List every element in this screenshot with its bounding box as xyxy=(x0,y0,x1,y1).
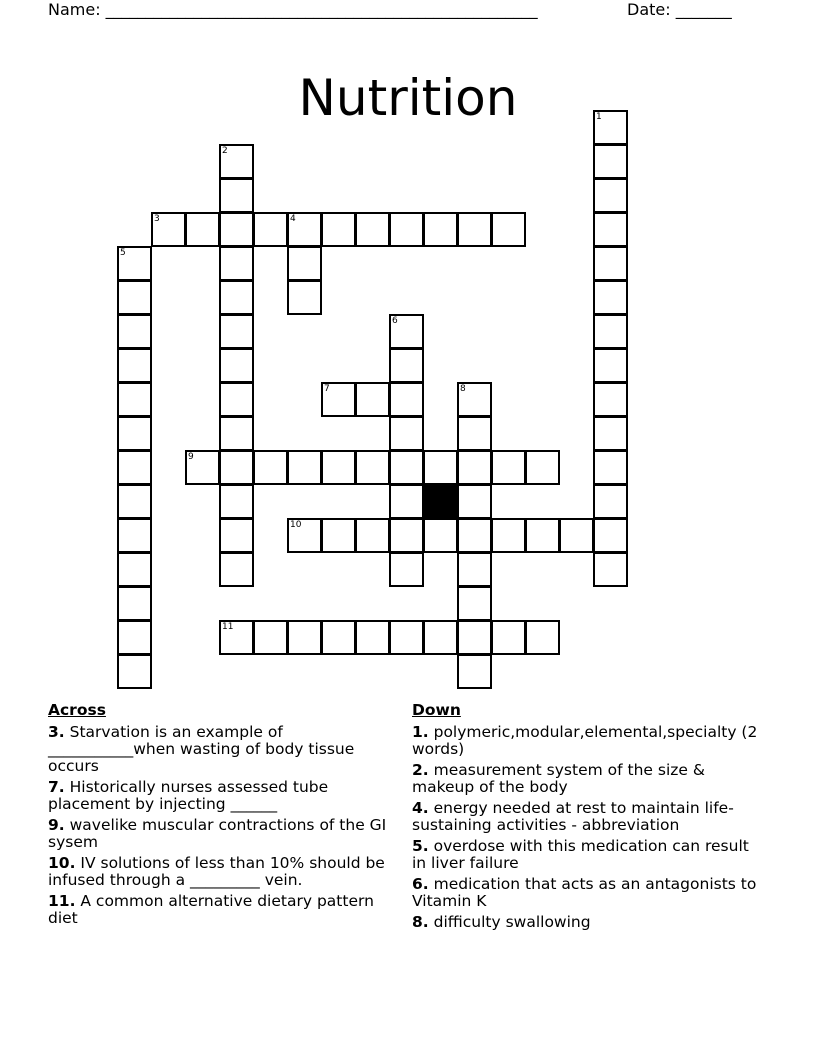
clue-item xyxy=(48,724,392,775)
grid-cell[interactable] xyxy=(525,518,560,553)
grid-cell[interactable] xyxy=(117,484,152,519)
grid-cell[interactable] xyxy=(287,212,322,247)
down-clues xyxy=(412,702,762,935)
clue-text: energy needed at rest to maintain life-sustaining activities - abbreviation xyxy=(412,799,734,834)
clue-number: 5. xyxy=(412,837,429,855)
clue-item xyxy=(48,817,392,851)
clue-text: IV solutions of less than 10% should be infused through a _________ vein. xyxy=(48,854,385,889)
grid-cell[interactable] xyxy=(355,382,390,417)
grid-cell[interactable] xyxy=(219,518,254,553)
grid-cell[interactable] xyxy=(389,314,424,349)
grid-cell[interactable] xyxy=(491,518,526,553)
grid-cell[interactable] xyxy=(117,450,152,485)
grid-cell[interactable] xyxy=(219,382,254,417)
grid-cell[interactable] xyxy=(457,484,492,519)
grid-cell[interactable] xyxy=(151,212,186,247)
grid-cell[interactable] xyxy=(389,450,424,485)
clue-item xyxy=(412,724,762,758)
grid-cell[interactable] xyxy=(117,518,152,553)
grid-cell[interactable] xyxy=(593,382,628,417)
grid-cell[interactable] xyxy=(287,450,322,485)
grid-cell[interactable] xyxy=(593,416,628,451)
grid-cell[interactable] xyxy=(593,178,628,213)
grid-cell[interactable] xyxy=(117,552,152,587)
grid-cell[interactable] xyxy=(593,280,628,315)
grid-cell[interactable] xyxy=(355,620,390,655)
across-clues xyxy=(48,702,392,931)
clue-number: 10. xyxy=(48,854,76,872)
page-title: Nutrition xyxy=(298,68,518,127)
clue-item xyxy=(48,893,392,927)
grid-cell[interactable] xyxy=(321,212,356,247)
grid-cell[interactable] xyxy=(287,518,322,553)
grid-cell[interactable] xyxy=(219,416,254,451)
grid-cell[interactable] xyxy=(355,518,390,553)
clue-text: wavelike muscular contractions of the GI sysem xyxy=(48,816,387,851)
grid-cell[interactable] xyxy=(389,484,424,519)
across-list xyxy=(48,724,392,927)
grid-cell[interactable] xyxy=(389,518,424,553)
grid-cell[interactable] xyxy=(457,416,492,451)
grid-cell[interactable] xyxy=(491,212,526,247)
grid-cell[interactable] xyxy=(423,620,458,655)
grid-cell[interactable] xyxy=(491,450,526,485)
clue-item xyxy=(412,762,762,796)
grid-cell[interactable] xyxy=(457,620,492,655)
grid-cell[interactable] xyxy=(287,280,322,315)
grid-cell[interactable] xyxy=(457,586,492,621)
grid-cell[interactable] xyxy=(253,450,288,485)
grid-cell[interactable] xyxy=(117,246,152,281)
grid-cell[interactable] xyxy=(117,620,152,655)
grid-cell[interactable] xyxy=(593,518,628,553)
grid-cell[interactable] xyxy=(593,212,628,247)
grid-cell[interactable] xyxy=(593,484,628,519)
grid-cell[interactable] xyxy=(117,314,152,349)
grid-blocked-cell xyxy=(423,484,458,519)
grid-cell[interactable] xyxy=(219,348,254,383)
grid-cell[interactable] xyxy=(593,450,628,485)
clue-number-label: 11 xyxy=(222,622,234,632)
grid-cell[interactable] xyxy=(593,552,628,587)
grid-cell[interactable] xyxy=(457,212,492,247)
clue-number: 7. xyxy=(48,778,65,796)
grid-cell[interactable] xyxy=(559,518,594,553)
grid-cell[interactable] xyxy=(219,178,254,213)
clue-number: 2. xyxy=(412,761,429,779)
grid-cell[interactable] xyxy=(117,348,152,383)
clue-text: difficulty swallowing xyxy=(428,913,591,931)
clue-text: Historically nurses assessed tube placement by injecting ______ xyxy=(48,778,329,813)
clue-number: 6. xyxy=(412,875,429,893)
clue-item xyxy=(412,876,762,910)
grid-cell[interactable] xyxy=(423,212,458,247)
clue-number-label: 6 xyxy=(392,316,398,326)
clue-number-label: 4 xyxy=(290,214,296,224)
down-heading: Down xyxy=(412,701,461,719)
name-field-label: Name: ______________________________________________________ xyxy=(48,0,538,19)
grid-cell[interactable] xyxy=(321,620,356,655)
grid-cell[interactable] xyxy=(117,586,152,621)
grid-cell[interactable] xyxy=(457,552,492,587)
grid-cell[interactable] xyxy=(185,450,220,485)
date-field-label: Date: _______ xyxy=(627,0,732,19)
grid-cell[interactable] xyxy=(219,620,254,655)
clue-number-label: 3 xyxy=(154,214,160,224)
grid-cell[interactable] xyxy=(525,620,560,655)
clue-number: 1. xyxy=(412,723,429,741)
clue-text: Starvation is an example of ___________when wasting of body tissue occurs xyxy=(48,723,355,775)
grid-cell[interactable] xyxy=(593,110,628,145)
clue-item xyxy=(412,800,762,834)
grid-cell[interactable] xyxy=(593,348,628,383)
grid-cell[interactable] xyxy=(593,246,628,281)
grid-cell[interactable] xyxy=(389,552,424,587)
grid-cell[interactable] xyxy=(117,416,152,451)
grid-cell[interactable] xyxy=(117,382,152,417)
grid-cell[interactable] xyxy=(423,518,458,553)
clue-text: A common alternative dietary pattern diet xyxy=(48,892,374,927)
grid-cell[interactable] xyxy=(219,144,254,179)
grid-cell[interactable] xyxy=(219,484,254,519)
clue-number-label: 7 xyxy=(324,384,330,394)
grid-cell[interactable] xyxy=(321,382,356,417)
grid-cell[interactable] xyxy=(219,246,254,281)
grid-cell[interactable] xyxy=(253,212,288,247)
grid-cell[interactable] xyxy=(457,382,492,417)
clue-number-label: 10 xyxy=(290,520,302,530)
grid-cell[interactable] xyxy=(219,314,254,349)
clue-item xyxy=(412,838,762,872)
clue-number: 9. xyxy=(48,816,65,834)
clue-item xyxy=(48,855,392,889)
grid-cell[interactable] xyxy=(355,212,390,247)
clue-text: overdose with this medication can result in liver failure xyxy=(412,837,749,872)
clue-text: medication that acts as an antagonists to Vitamin K xyxy=(412,875,757,910)
grid-cell[interactable] xyxy=(219,212,254,247)
clue-number: 4. xyxy=(412,799,429,817)
clue-number-label: 5 xyxy=(120,248,126,258)
clue-number-label: 8 xyxy=(460,384,466,394)
grid-cell[interactable] xyxy=(321,518,356,553)
grid-cell[interactable] xyxy=(253,620,288,655)
grid-cell[interactable] xyxy=(117,654,152,689)
clue-number-label: 2 xyxy=(222,146,228,156)
grid-cell[interactable] xyxy=(423,450,458,485)
across-heading: Across xyxy=(48,701,106,719)
clue-number-label: 9 xyxy=(188,452,194,462)
grid-cell[interactable] xyxy=(457,654,492,689)
clue-text: measurement system of the size & makeup of the body xyxy=(412,761,705,796)
grid-cell[interactable] xyxy=(389,212,424,247)
grid-cell[interactable] xyxy=(219,450,254,485)
grid-cell[interactable] xyxy=(219,552,254,587)
grid-cell[interactable] xyxy=(185,212,220,247)
clue-item xyxy=(48,779,392,813)
clue-number: 11. xyxy=(48,892,76,910)
grid-cell[interactable] xyxy=(457,518,492,553)
grid-cell[interactable] xyxy=(389,348,424,383)
grid-cell[interactable] xyxy=(389,382,424,417)
grid-cell[interactable] xyxy=(219,280,254,315)
grid-cell[interactable] xyxy=(593,144,628,179)
grid-cell[interactable] xyxy=(355,450,390,485)
grid-cell[interactable] xyxy=(389,416,424,451)
clue-number: 8. xyxy=(412,913,429,931)
clue-text: polymeric,modular,elemental,specialty (2 words) xyxy=(412,723,758,758)
grid-cell[interactable] xyxy=(525,450,560,485)
grid-cell[interactable] xyxy=(287,246,322,281)
clue-number: 3. xyxy=(48,723,65,741)
grid-cell[interactable] xyxy=(287,620,322,655)
grid-cell[interactable] xyxy=(593,314,628,349)
clue-number-label: 1 xyxy=(596,112,602,122)
grid-cell[interactable] xyxy=(321,450,356,485)
grid-cell[interactable] xyxy=(457,450,492,485)
down-list xyxy=(412,724,762,931)
grid-cell[interactable] xyxy=(117,280,152,315)
clue-item xyxy=(412,914,762,931)
grid-cell[interactable] xyxy=(389,620,424,655)
grid-cell[interactable] xyxy=(491,620,526,655)
